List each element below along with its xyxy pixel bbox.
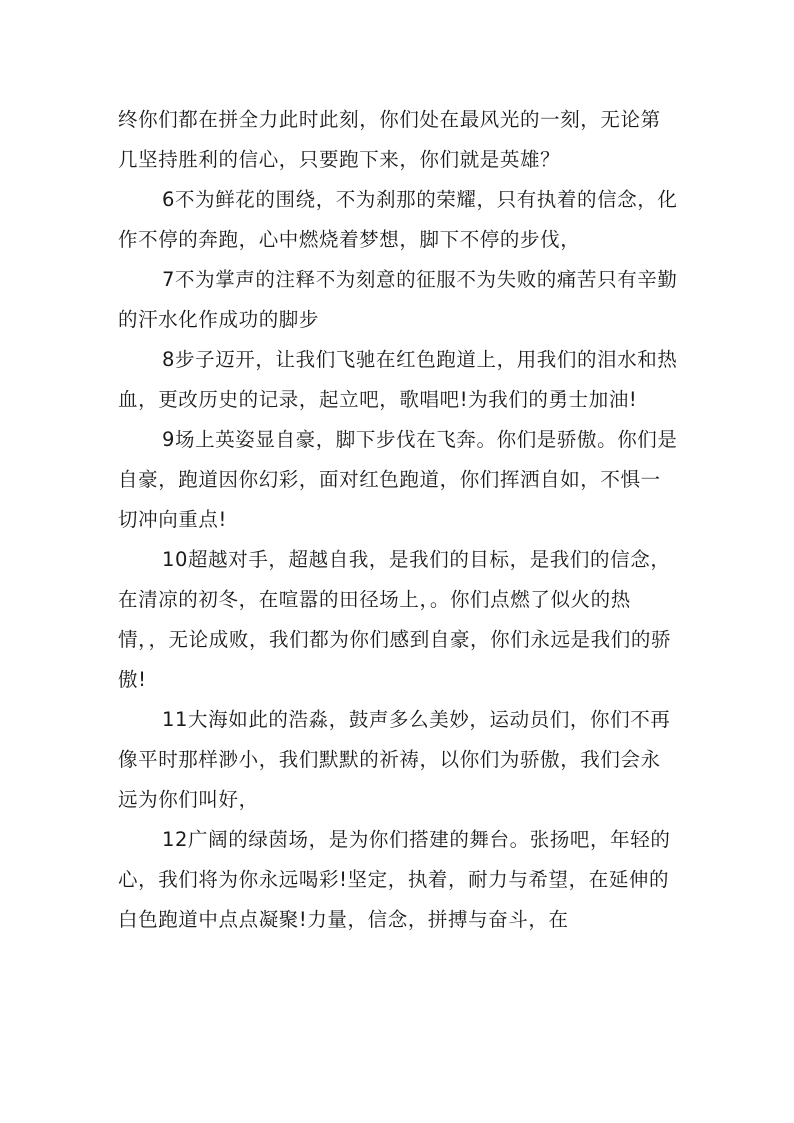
paragraph-continuation: 终你们都在拼全力此时此刻，你们处在最风光的一刻，无论第几坚持胜利的信心，只要跑下来，你们就是英雄？ xyxy=(118,108,661,171)
paragraph-7: 7不为掌声的注释不为刻意的征服不为失败的痛苦只有辛勤的汗水化作成功的脚步 xyxy=(118,268,678,331)
paragraph-9: 9场上英姿显自豪，脚下步伐在飞奔。你们是骄傲。你们是自豪，跑道因你幻彩，面对红色跑道，你们挥洒自如，不惧一切冲向重点! xyxy=(118,428,678,531)
paragraph-11: 11大海如此的浩淼，鼓声多么美妙，运动员们，你们不再像平时那样渺小，我们默默的祈祷，以你们为骄傲，我们会永远为你们叫好， xyxy=(118,708,671,811)
document-body xyxy=(118,100,678,940)
paragraph-8: 8步子迈开，让我们飞驰在红色跑道上，用我们的泪水和热血，更改历史的记录，起立吧，歌唱吧!为我们的勇士加油! xyxy=(118,348,678,411)
paragraph-10: 10超越对手，超越自我，是我们的目标，是我们的信念，在清凉的初冬，在喧嚣的田径场上，。你们点燃了似火的热情，，无论成败，我们都为你们感到自豪，你们永远是我们的骄傲! xyxy=(118,548,672,691)
paragraph-12: 12广阔的绿茵场，是为你们搭建的舞台。张扬吧，年轻的心，我们将为你永远喝彩!坚定，执着，耐力与希望，在延伸的白色跑道中点点凝聚!力量，信念，拼搏与奋斗，在 xyxy=(118,828,671,931)
paragraph-6: 6不为鲜花的围绕，不为刹那的荣耀，只有执着的信念，化作不停的奔跑，心中燃烧着梦想，脚下不停的步伐， xyxy=(118,188,678,251)
